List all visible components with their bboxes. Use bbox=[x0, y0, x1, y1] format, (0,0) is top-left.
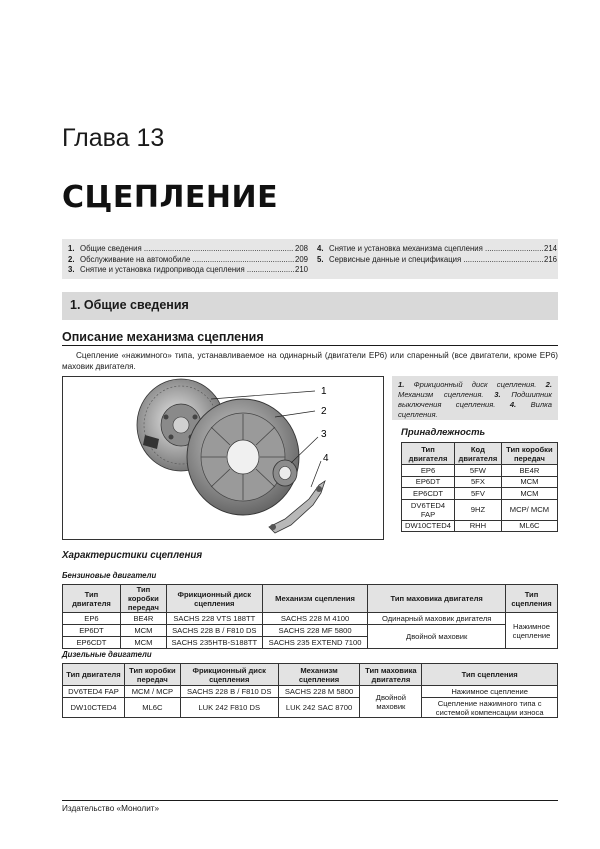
legend-num: 1. bbox=[398, 380, 405, 389]
header-cell: Код двигателя bbox=[455, 443, 502, 465]
cell: Сцепление нажимного типа с системой компенсации износа bbox=[422, 698, 558, 718]
cell: 5FV bbox=[455, 488, 502, 500]
subsection-title: Описание механизма сцепления bbox=[62, 330, 264, 344]
cell: EP6CDT bbox=[63, 637, 121, 649]
callout-1: 1 bbox=[321, 386, 327, 397]
cell: EP6DT bbox=[402, 476, 455, 488]
cell: 9HZ bbox=[455, 499, 502, 520]
subsection-underline bbox=[62, 345, 558, 346]
header-cell: Тип маховика двигателя bbox=[360, 664, 422, 686]
cell: SACHS 228 B / F810 DS bbox=[166, 625, 262, 637]
toc-text: Снятие и установка механизма сцепления ..... bbox=[329, 244, 543, 255]
section-title: 1. Общие сведения bbox=[70, 298, 189, 312]
header-cell: Механизм сцепления bbox=[278, 664, 360, 686]
clutch-illustration bbox=[63, 377, 383, 539]
toc-page: 214 bbox=[543, 244, 557, 253]
callout-3: 3 bbox=[321, 429, 327, 440]
cell: SACHS 228 VTS 188TT bbox=[166, 613, 262, 625]
cell: RHH bbox=[455, 520, 502, 532]
header-cell: Тип коробки передач bbox=[120, 585, 166, 613]
cell: BE4R bbox=[120, 613, 166, 625]
cell: ML6C bbox=[501, 520, 557, 532]
cell: 5FX bbox=[455, 476, 502, 488]
header-cell: Тип сцепления bbox=[506, 585, 558, 613]
release-bearing-drawing bbox=[273, 460, 297, 486]
toc-number: 2. bbox=[68, 254, 75, 264]
toc-number: 1. bbox=[68, 244, 75, 253]
table-row bbox=[63, 625, 558, 637]
cell: MCM bbox=[501, 476, 557, 488]
legend-text: Механизм сцепления. bbox=[398, 390, 484, 399]
toc-entry[interactable] bbox=[317, 244, 557, 255]
cell: SACHS 235HTB-S188TT bbox=[166, 637, 262, 649]
legend-text: Подшипник выключения сцепления. bbox=[398, 390, 552, 409]
cell: SACHS 228 M 4100 bbox=[262, 613, 368, 625]
cell: DV6TED4 FAP bbox=[63, 686, 125, 698]
cell: MCM / MCP bbox=[124, 686, 180, 698]
toc-number: 5. bbox=[317, 254, 324, 264]
legend-text: Фрикционный диск сцепления. bbox=[413, 380, 537, 389]
header-cell: Тип маховика двигателя bbox=[368, 585, 506, 613]
header-cell: Механизм сцепления bbox=[262, 585, 368, 613]
clutch-cover-drawing bbox=[187, 399, 299, 515]
toc-entry[interactable] bbox=[317, 255, 557, 266]
toc-text: Снятие и установка гидропривода сцепления ..... bbox=[80, 265, 294, 276]
toc-page: 210 bbox=[294, 265, 308, 274]
cell: DW10CTED4 bbox=[402, 520, 455, 532]
cell: Двойной маховик bbox=[368, 625, 506, 649]
cell: Двойной маховик bbox=[360, 686, 422, 718]
cell: EP6CDT bbox=[402, 488, 455, 500]
table-header-row bbox=[63, 585, 558, 613]
callout-2: 2 bbox=[321, 406, 327, 417]
cell: LUK 242 F810 DS bbox=[180, 698, 278, 718]
cell: DW10CTED4 bbox=[63, 698, 125, 718]
clutch-figure bbox=[62, 376, 384, 540]
toc-page: 208 bbox=[294, 244, 308, 253]
header-cell: Тип двигателя bbox=[63, 664, 125, 686]
cell: BE4R bbox=[501, 465, 557, 477]
header-cell: Тип двигателя bbox=[63, 585, 121, 613]
diesel-engines-title: Дизельные двигатели bbox=[62, 650, 152, 659]
table-of-contents bbox=[62, 239, 558, 279]
legend-num: 2. bbox=[545, 380, 552, 389]
toc-page: 209 bbox=[294, 254, 308, 264]
header-cell: Фрикционный диск сцепления bbox=[166, 585, 262, 613]
cell: SACHS 235 EXTEND 7100 bbox=[262, 637, 368, 649]
intro-paragraph: Сцепление «нажимного» типа, устанавливаемое на одинарный (двигатели EP6) или спаренный (все двигатели, кроме EP6) маховик двигателя. bbox=[62, 351, 558, 371]
cell: Одинарный маховик двигателя bbox=[368, 613, 506, 625]
toc-right-column bbox=[317, 244, 557, 265]
header-cell: Фрикционный диск сцепления bbox=[180, 664, 278, 686]
cell: SACHS 228 M 5800 bbox=[278, 686, 360, 698]
cell: 5FW bbox=[455, 465, 502, 477]
cell: SACHS 228 B / F810 DS bbox=[180, 686, 278, 698]
petrol-engines-title: Бензиновые двигатели bbox=[62, 571, 157, 580]
cell: MCP/ MCM bbox=[501, 499, 557, 520]
table-row bbox=[63, 613, 558, 625]
table-row bbox=[402, 465, 558, 477]
cell: EP6 bbox=[63, 613, 121, 625]
toc-page: 216 bbox=[543, 254, 557, 264]
cell: MCM bbox=[501, 488, 557, 500]
toc-entry[interactable] bbox=[68, 244, 308, 255]
table-header-row bbox=[402, 443, 558, 465]
characteristics-title: Характеристики сцепления bbox=[62, 550, 203, 561]
toc-entry[interactable] bbox=[68, 255, 308, 266]
cell: ML6C bbox=[124, 698, 180, 718]
header-cell: Тип сцепления bbox=[422, 664, 558, 686]
cell: EP6DT bbox=[63, 625, 121, 637]
table-row bbox=[402, 476, 558, 488]
belonging-title: Принадлежность bbox=[401, 427, 486, 438]
petrol-table bbox=[62, 584, 558, 649]
toc-text: Сервисные данные и спецификация ..... bbox=[329, 255, 543, 266]
toc-text: Общие сведения ..... bbox=[80, 244, 294, 255]
cell: Нажимное сцепление bbox=[506, 613, 558, 649]
page-title: СЦЕПЛЕНИЕ bbox=[62, 180, 279, 215]
toc-left-column bbox=[68, 244, 308, 276]
table-header-row bbox=[63, 664, 558, 686]
toc-entry[interactable] bbox=[68, 265, 308, 276]
footer-rule bbox=[62, 800, 558, 801]
cell: EP6 bbox=[402, 465, 455, 477]
cell: Нажимное сцепление bbox=[422, 686, 558, 698]
callout-4: 4 bbox=[323, 453, 329, 464]
table-row bbox=[402, 520, 558, 532]
cell: LUK 242 SAC 8700 bbox=[278, 698, 360, 718]
figure-legend bbox=[392, 376, 558, 420]
table-row bbox=[63, 698, 558, 718]
belonging-table bbox=[401, 442, 558, 532]
cell: DV6TED4 FAP bbox=[402, 499, 455, 520]
header-cell: Тип коробки передач bbox=[501, 443, 557, 465]
table-row bbox=[402, 488, 558, 500]
toc-number: 4. bbox=[317, 244, 324, 253]
legend-num: 3. bbox=[494, 390, 501, 399]
legend-text: Вилка сцепления. bbox=[398, 400, 552, 419]
table-row bbox=[402, 499, 558, 520]
toc-text: Обслуживание на автомобиле ..... bbox=[80, 255, 294, 266]
header-cell: Тип двигателя bbox=[402, 443, 455, 465]
table-row bbox=[63, 686, 558, 698]
cell: SACHS 228 MF 5800 bbox=[262, 625, 368, 637]
publisher-footer: Издательство «Монолит» bbox=[62, 804, 160, 813]
cell: MCM bbox=[120, 637, 166, 649]
legend-num: 4. bbox=[509, 400, 517, 409]
toc-number: 3. bbox=[68, 265, 75, 274]
diesel-table bbox=[62, 663, 558, 718]
section-header bbox=[62, 292, 558, 320]
header-cell: Тип коробки передач bbox=[124, 664, 180, 686]
cell: MCM bbox=[120, 625, 166, 637]
chapter-label: Глава 13 bbox=[62, 124, 165, 152]
